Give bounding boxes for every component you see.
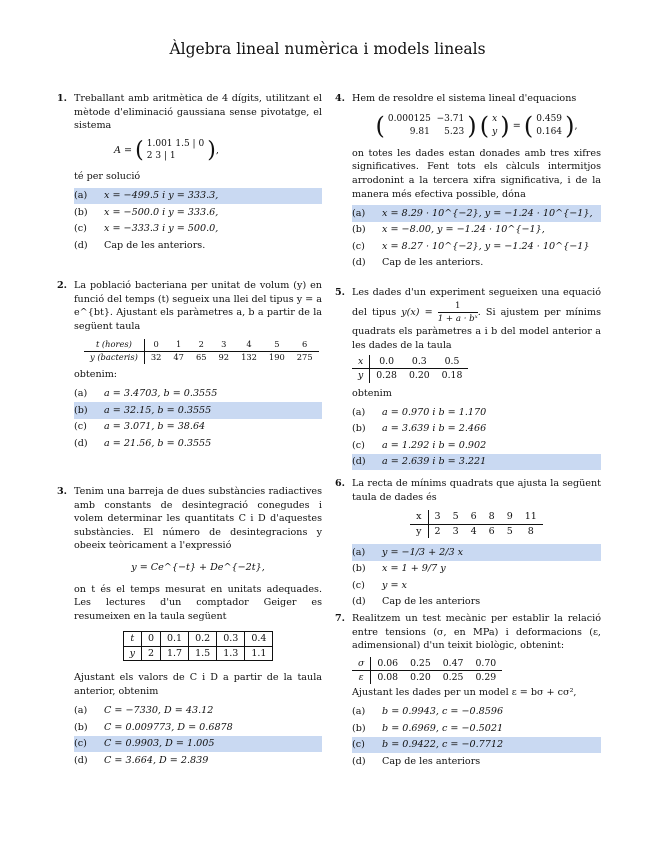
- data-table: t 0 0.1 0.2 0.3 0.4 y 2 1.7 1.5 1.3 1.1: [123, 631, 274, 661]
- question-number: 4.: [335, 93, 346, 104]
- question-text: on totes les dades estan donades amb tres xifres significatives. Fent tots els càlculs intermitjos arrodonint a la tercera xifra significativa, i de la manera més efectiva possible, dóna: [352, 147, 601, 200]
- choice-b[interactable]: (b) x = −500.0 i y = 333.6,: [74, 206, 219, 218]
- question-4: [335, 92, 601, 271]
- question-number: 7.: [335, 613, 346, 624]
- question-text: Tenim una barreja de dues substàncies radiactives amb constants de desintegració conegudes i volem determinar les quantitats C i D d'aquestes substàncies. El número de desintegracions y obeeix teòricament a l'expressió: [74, 486, 322, 552]
- choice-b[interactable]: (b) x = 1 + 9/7 y: [352, 563, 446, 575]
- question-number: 1.: [57, 93, 68, 104]
- data-table: x 3 5 6 8 9 11 y 2 3 4 6 5 8: [410, 510, 543, 538]
- choice-c[interactable]: (c) x = 8.27 · 10^{−2}, y = −1.24 · 10^{−1}: [352, 240, 590, 252]
- question-number: 3.: [57, 486, 68, 497]
- data-table: t (hores) 0 1 2 3 4 5 6 y (bacteris) 32 47 65 92 132 190 275: [84, 339, 319, 364]
- choice-a[interactable]: (a) a = 0.970 i b = 1.170: [352, 406, 487, 418]
- question-5: [335, 286, 601, 470]
- question-text: Ajustant les dades per un model ε = bσ + cσ²,: [352, 687, 577, 699]
- formula: y = Ce^{−t} + De^{−2t},: [131, 562, 265, 574]
- question-3: [57, 485, 322, 769]
- question-text: La recta de mínims quadrats que ajusta la següent taula de dades és: [352, 478, 601, 503]
- question-number: 2.: [57, 280, 68, 291]
- choice-a[interactable]: (a) y = −1/3 + 2/3 x: [352, 544, 601, 561]
- question-text: on t és el temps mesurat en unitats adequades. Les lectures d'un comptador Geiger es resumeixen en la taula següent: [74, 583, 322, 622]
- choice-a[interactable]: (a) a = 3.4703, b = 0.3555: [74, 388, 218, 400]
- question-text: Ajustant els valors de C i D a partir de la taula anterior, obtenim: [74, 672, 322, 698]
- question-text: Hem de resoldre el sistema lineal d'equacions: [352, 93, 577, 104]
- choice-c[interactable]: (c) a = 3.071, b = 38.64: [74, 421, 206, 433]
- matrix-label: A =: [114, 144, 133, 156]
- choice-d[interactable]: (d) Cap de les anteriors: [352, 596, 481, 608]
- data-table: σ 0.06 0.25 0.47 0.70 ε 0.08 0.20 0.25 0.29: [352, 657, 502, 684]
- choice-a[interactable]: (a) C = −7330, D = 43.12: [74, 705, 214, 717]
- choice-b[interactable]: (b) b = 0.6969, c = −0.5021: [352, 722, 504, 734]
- question-1: 1. Treballant amb aritmètica de 4 dígits, utilitzant el mètode d'eliminació gaussiana sense pivotatge, el sistema A = ( 1.001 1.5 | 0 2 3 | 1 ), té per solució (a) x = −499.5 i y = 333.3, (b) x = −500.0 i y = 333.6, (c) x = −333.3 i y = 500.0, (d) Cap de les anteriors.: [57, 92, 322, 254]
- choice-d[interactable]: (d) a = 21.56, b = 0.3555: [74, 437, 212, 449]
- choice-c[interactable]: (c) C = 0.9903, D = 1.005: [74, 736, 322, 753]
- choice-c[interactable]: (c) a = 1.292 i b = 0.902: [352, 439, 487, 451]
- linear-system: ( 0.000125 −3.71 9.81 5.23 ) ( x y ) = ( 0.459 0.164 ),: [375, 111, 578, 140]
- question-7: [335, 612, 601, 770]
- choice-d[interactable]: (d) Cap de les anteriors.: [352, 257, 484, 269]
- question-2: [57, 279, 322, 452]
- choice-d[interactable]: (d) C = 3.664, D = 2.839: [74, 754, 209, 766]
- choice-a[interactable]: (a) x = 8.29 · 10^{−2}, y = −1.24 · 10^{−1},: [352, 205, 601, 222]
- choice-d[interactable]: (d) Cap de les anteriors: [352, 755, 481, 767]
- choice-c[interactable]: (c) b = 0.9422, c = −0.7712: [352, 737, 601, 754]
- question-text: Les dades d'un experiment segueixen una equació del tipus y(x) = $\frac{1}{\text{1 + a · bˣ}}$ . Si ajustem per mínims quadrats els paràmetres a i b del model anterior a les dades de la taula: [352, 287, 601, 351]
- page-title: Àlgebra lineal numèrica i models lineals: [169, 40, 486, 58]
- question-text: Realitzem un test mecànic per establir la relació entre tensions (σ, en MPa) i deformacions (ε, adimensional) d'un teixit biològic, obtenint:: [352, 613, 601, 652]
- question-text: obtenim:: [74, 369, 118, 380]
- choice-d[interactable]: (d) a = 2.639 i b = 3.221: [352, 454, 601, 471]
- choice-b[interactable]: (b) a = 32.15, b = 0.3555: [74, 402, 322, 419]
- question-text: té per solució: [74, 171, 141, 183]
- choice-d[interactable]: (d) Cap de les anteriors.: [74, 239, 206, 251]
- question-number: 5.: [335, 287, 346, 298]
- data-table: x 0.0 0.3 0.5 y 0.28 0.20 0.18: [352, 355, 468, 382]
- question-text: obtenim: [352, 387, 392, 399]
- choice-c[interactable]: (c) y = x: [352, 579, 407, 591]
- choice-c[interactable]: (c) x = −333.3 i y = 500.0,: [74, 223, 219, 235]
- augmented-matrix: 1.001 1.5 | 0 2 3 | 1: [146, 138, 205, 162]
- question-text: La població bacteriana per unitat de volum (y) en funció del temps (t) segueix una llei del tipus y = a e^{bt}. Ajustant els paràmetres a, b a partir de la següent taula: [74, 280, 322, 332]
- choice-a[interactable]: (a) x = −499.5 i y = 333.3,: [74, 188, 322, 205]
- question-6: [335, 477, 601, 610]
- choice-a[interactable]: (a) b = 0.9943, c = −0.8596: [352, 706, 504, 718]
- choice-b[interactable]: (b) a = 3.639 i b = 2.466: [352, 423, 487, 435]
- question-number: 6.: [335, 478, 346, 489]
- choice-b[interactable]: (b) x = −8.00, y = −1.24 · 10^{−1},: [352, 224, 545, 236]
- choice-b[interactable]: (b) C = 0.009773, D = 0.6878: [74, 721, 233, 733]
- question-text: Treballant amb aritmètica de 4 dígits, utilitzant el mètode d'eliminació gaussiana sense pivotatge, el sistema: [74, 93, 322, 132]
